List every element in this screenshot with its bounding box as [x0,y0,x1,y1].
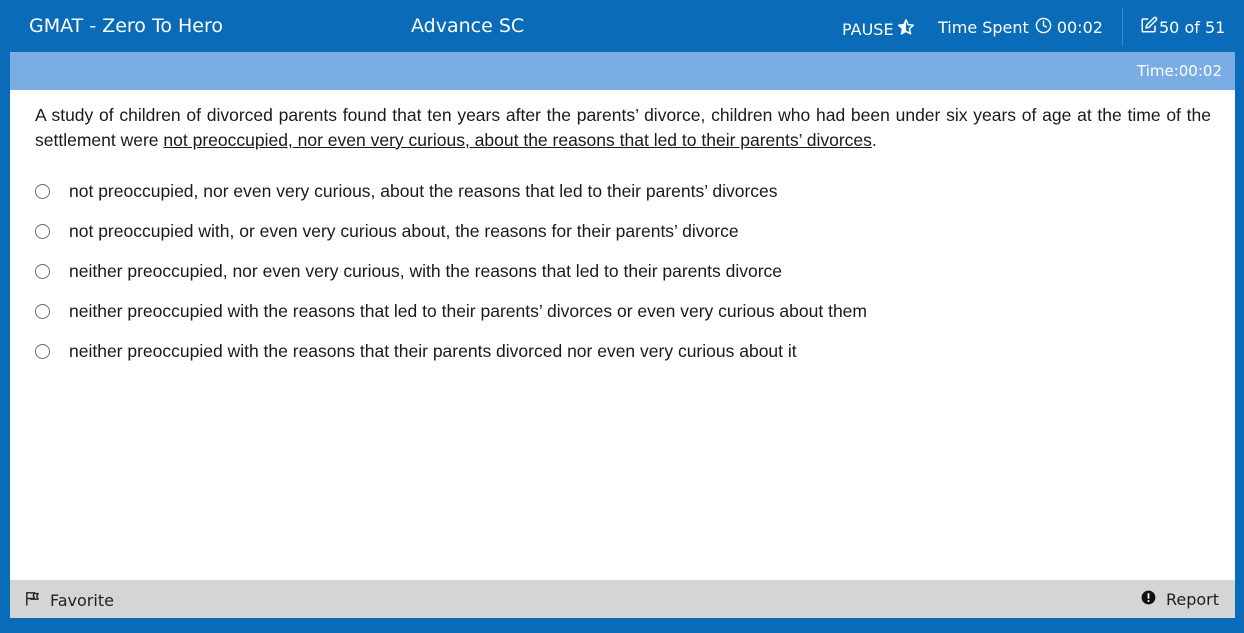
answer-option-label: neither preoccupied with the reasons that their parents divorced nor even very curious about it [69,340,797,361]
favorite-button[interactable] [24,590,114,611]
top-bar [0,0,1244,52]
question-panel [10,52,1235,618]
answer-option-e[interactable] [35,338,797,364]
question-underlined-text: not preoccupied, nor even very curious, about the reasons that led to their parents’ divorces [163,130,872,150]
report-label: Report [1165,590,1219,609]
radio-button[interactable] [35,184,50,199]
app-title: GMAT - Zero To Hero [29,15,223,37]
edit-icon [1140,16,1159,38]
exclamation-circle-icon [1141,590,1166,609]
answer-option-label: neither preoccupied, nor even very curious, with the reasons that led to their parents divorce [69,260,783,281]
clock-icon [1035,17,1057,38]
pause-button[interactable] [842,18,915,40]
question-timer: Time:00:02 [1137,62,1222,80]
footer-bar [10,580,1235,618]
header-divider [1122,8,1123,46]
question-text-before: A study of children of divorced parents found that ten years after the parents’ divorce, children who had been under six years of age at the time of the settlement were [35,105,1211,150]
answer-option-c[interactable] [35,258,782,284]
star-icon [894,18,915,40]
answer-option-b[interactable] [35,218,739,244]
time-spent [938,17,1103,38]
section-title: Advance SC [411,15,525,37]
flag-icon [24,590,50,611]
radio-button[interactable] [35,344,50,359]
time-spent-label: Time Spent [938,18,1029,37]
timer-bar [10,52,1235,90]
time-spent-value: 00:02 [1056,18,1103,37]
answer-option-label: not preoccupied, nor even very curious, about the reasons that led to their parents’ divorces [69,180,778,201]
answer-option-label: not preoccupied with, or even very curious about, the reasons for their parents’ divorce [69,220,739,241]
question-progress[interactable] [1140,16,1225,38]
answer-option-d[interactable] [35,298,867,324]
answer-option-label: neither preoccupied with the reasons that led to their parents’ divorces or even very curious about them [69,300,867,321]
radio-button[interactable] [35,224,50,239]
question-text-after: . [871,130,877,150]
radio-button[interactable] [35,304,50,319]
question-stem [35,103,1211,153]
report-button[interactable] [1141,590,1219,609]
progress-label: 50 of 51 [1159,17,1226,37]
pause-label: PAUSE [842,19,894,39]
favorite-label: Favorite [50,591,114,610]
answer-option-a[interactable] [35,178,778,204]
radio-button[interactable] [35,264,50,279]
